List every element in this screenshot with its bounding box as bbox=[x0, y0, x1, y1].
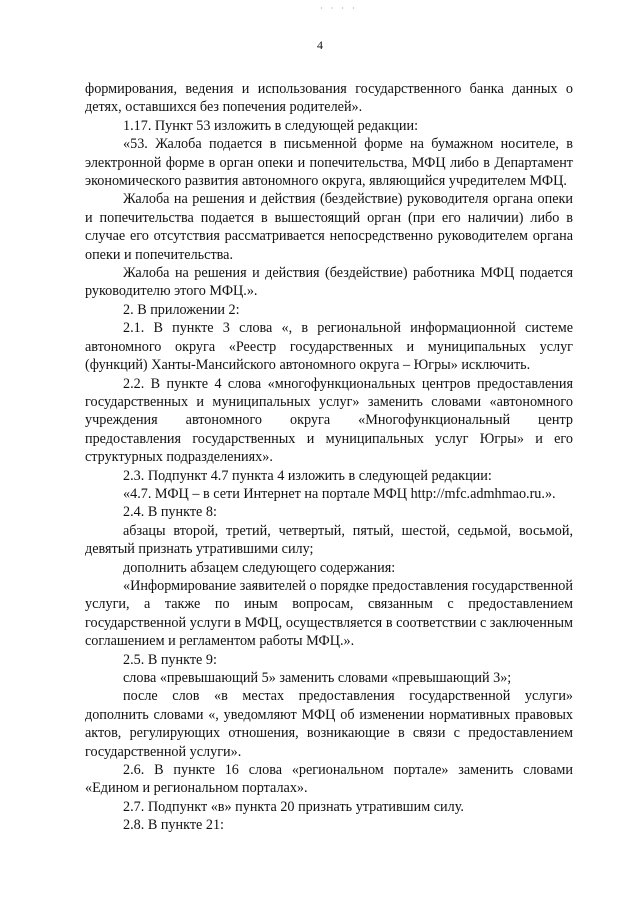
document-body bbox=[85, 80, 573, 835]
paragraph: 2.7. Подпункт «в» пункта 20 признать утратившим силу. bbox=[123, 798, 464, 815]
paragraph: слова «превышающий 5» заменить словами «превышающий 3»; bbox=[123, 670, 512, 686]
paragraph: «53. Жалоба подается в письменной форме на бумажном носителе, в электронной форме в орган опеки и попечительства, МФЦ либо в Департамент экономического развития автономного округа, являющийся учредителем МФЦ. bbox=[85, 136, 573, 190]
paragraph: 2.3. Подпункт 4.7 пункта 4 изложить в следующей редакции: bbox=[123, 467, 492, 484]
paragraph: 2.4. В пункте 8: bbox=[123, 504, 217, 521]
paragraph: «4.7. МФЦ – в сети Интернет на портале МФЦ http://mfc.admhmao.ru.». bbox=[123, 485, 556, 502]
scan-artifact: · · · · bbox=[320, 4, 358, 13]
paragraph: формирования, ведения и использования государственного банка данных о детях, оставшихся без попечения родителей». bbox=[85, 81, 573, 116]
paragraph: 2.2. В пункте 4 слова «многофункциональных центров предоставления государственных и муниципальных услуг» заменить словами «автономного учреждения автономного округа «Многофункциональный центр предоставления государственных и муниципальных услуг Югры» и его структурных подразделениях». bbox=[85, 375, 573, 466]
paragraph: дополнить абзацем следующего содержания: bbox=[123, 559, 396, 576]
paragraph: 2. В приложении 2: bbox=[123, 301, 240, 318]
paragraph: 1.17. Пункт 53 изложить в следующей редакции: bbox=[123, 117, 419, 134]
paragraph: 2.6. В пункте 16 слова «региональном портале» заменить словами «Едином и региональном порталах». bbox=[85, 762, 573, 797]
page-number: 4 bbox=[317, 38, 323, 52]
paragraph: после слов «в местах предоставления государственной услуги» дополнить словами «, уведомляют МФЦ об изменении нормативных правовых актов, регулирующих отношения, возникающие в связи с предоставлением государственной услуги». bbox=[85, 688, 573, 760]
paragraph: «Информирование заявителей о порядке предоставления государственной услуги, а также по иным вопросам, связанным с предоставлением государственной услуги в МФЦ, осуществляется в соответствии с заключенным соглашением и регламентом работы МФЦ.». bbox=[85, 577, 573, 650]
paragraph: абзацы второй, третий, четвертый, пятый, шестой, седьмой, восьмой, девятый признать утратившими силу; bbox=[85, 522, 573, 558]
paragraph: Жалоба на решения и действия (бездействие) работника МФЦ подается руководителю этого МФЦ.». bbox=[85, 265, 573, 300]
paragraph: Жалоба на решения и действия (бездействие) руководителя органа опеки и попечительства подается в вышестоящий орган (при его наличии) либо в случае его отсутствия рассматривается непосредственно руководителем органа опеки и попечительства. bbox=[85, 191, 573, 263]
paragraph: 2.5. В пункте 9: bbox=[123, 651, 217, 668]
paragraph: 2.8. В пункте 21: bbox=[123, 817, 224, 834]
paragraph: 2.1. В пункте 3 слова «, в региональной информационной системе автономного округа «Реестр государственных и муниципальных услуг (функций) Ханты-Мансийского автономного округа – Югры» исключить. bbox=[85, 320, 573, 374]
